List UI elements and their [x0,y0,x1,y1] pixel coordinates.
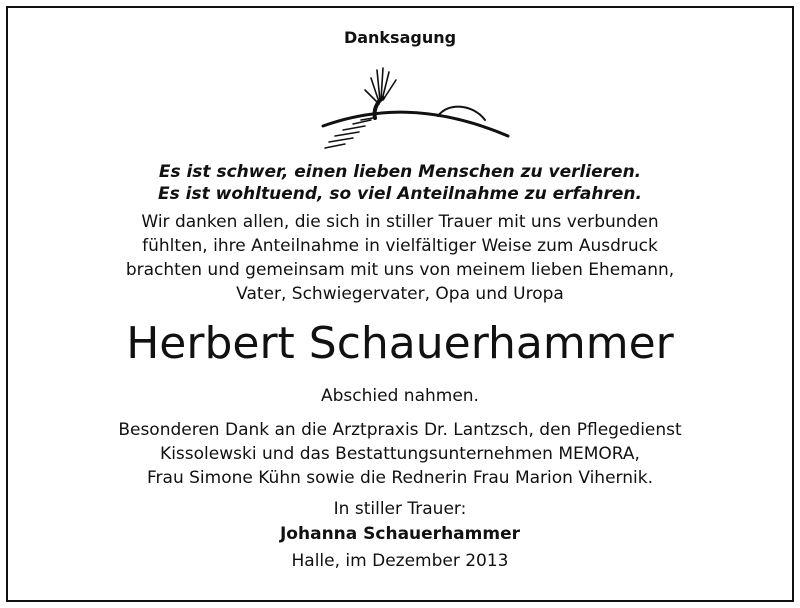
deceased-name: Herbert Schauerhammer [126,318,674,369]
thanks-line-3: Frau Simone Kühn sowie die Rednerin Frau Marion Vihernik. [147,468,653,488]
obituary-notice [6,6,794,602]
body-line-3: brachten und gemeinsam mit uns von meinem lieben Ehemann, [125,260,675,280]
body-line-2: fühlten, ihre Anteilnahme in vielfältiger Weise zum Ausdruck [142,236,658,256]
body-line-4: Vater, Schwiegervater, Opa und Uropa [236,284,564,304]
place-date: Halle, im Dezember 2013 [291,551,509,571]
signer-name: Johanna Schauerhammer [279,524,520,544]
body-line-1: Wir danken allen, die sich in stiller Trauer mit uns verbunden [141,212,659,232]
tree-on-hill-icon [313,64,513,154]
farewell-line: Abschied nahmen. [321,386,479,406]
grief-line: In stiller Trauer: [333,499,467,519]
thanks-line-2: Kissolewski und das Bestattungsunternehmen MEMORA, [160,444,640,464]
quote-line-1: Es ist schwer, einen lieben Menschen zu verlieren. [158,162,642,182]
notice-heading: Danksagung [343,28,457,47]
quote-line-2: Es ist wohltuend, so viel Anteilnahme zu erfahren. [158,184,642,204]
thanks-line-1: Besonderen Dank an die Arztpraxis Dr. Lantzsch, den Pflegedienst [118,420,682,440]
